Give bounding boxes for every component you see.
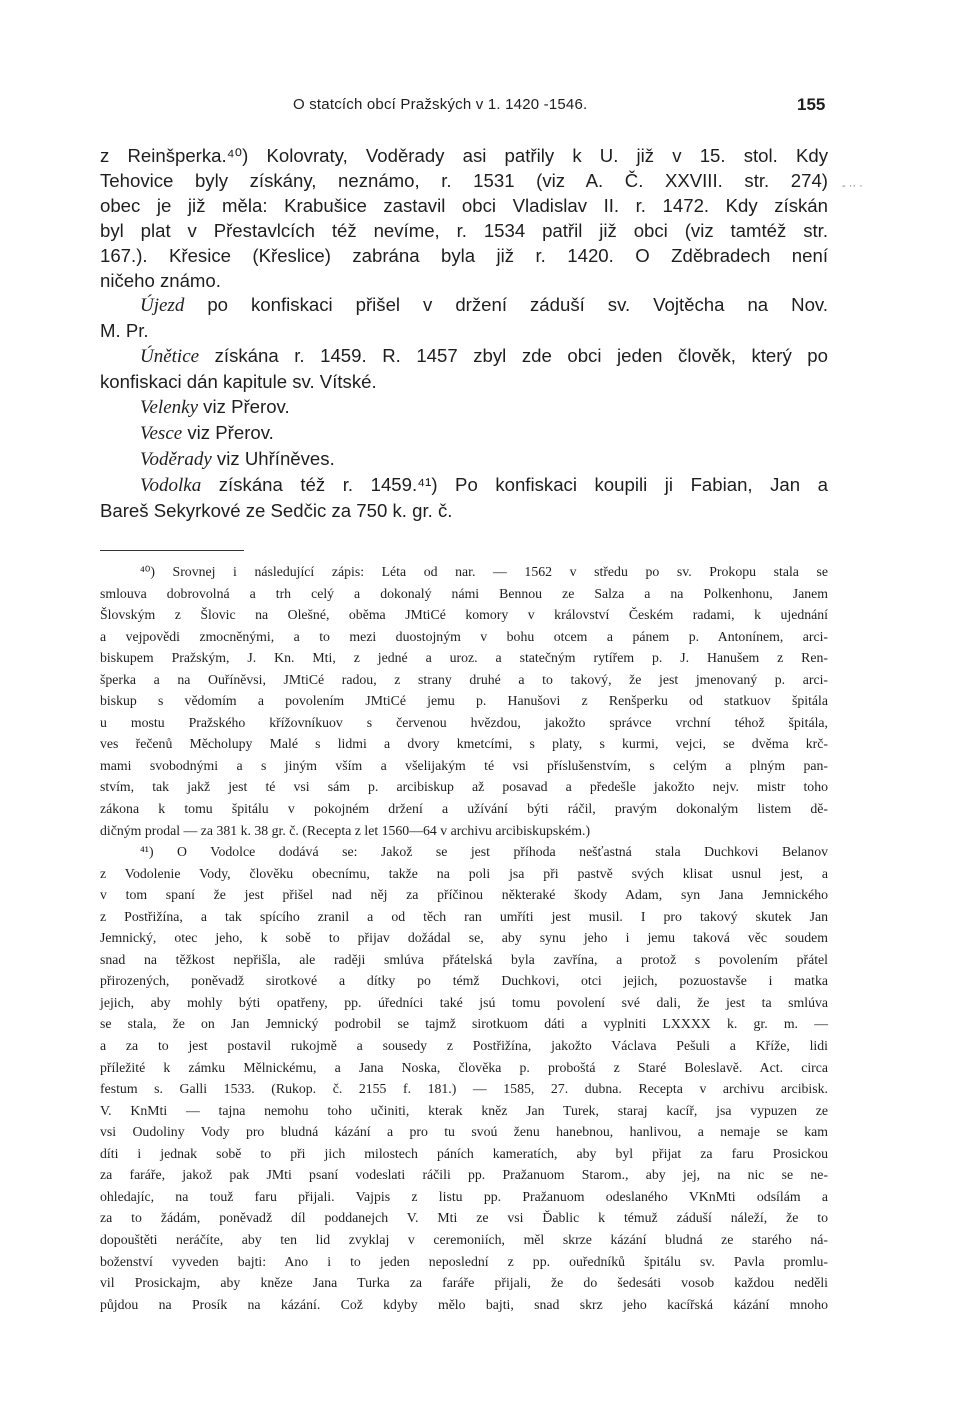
footnote-line: festum s. Galli 1533. (Rukop. č. 2155 f. 181.) — 1585, 27. dubna. Recepta v archivu arcibisk. [100, 1081, 828, 1097]
place-name: Vesce [140, 422, 183, 444]
margin-marks: - ·· · [842, 180, 863, 192]
entry-ujezd [100, 293, 828, 319]
footnote-41 [100, 841, 828, 1315]
text-line: 167.). Křesice (Křeslice) zabrána byla již r. 1420. O Zděbradech není [100, 244, 828, 266]
page-number: 155 [797, 95, 826, 114]
main-text [100, 144, 828, 524]
entry-vesce [100, 421, 828, 447]
footnote-line: vil Prosickajm, aby kněze Jana Turka za faráře přijali, že do šedesáti vosob každou neděli [100, 1275, 828, 1291]
entry-velenky [100, 395, 828, 421]
footnote-line: a za to jest postavil rukojmě a sousedy z Postřižína, jakožto Václava Pešuli a Kříže, lidi [100, 1038, 828, 1054]
text-line: Tehovice byly získány, neznámo, r. 1531 (viz A. Č. XXVIII. str. 274) [100, 169, 828, 191]
place-name: Velenky [140, 397, 199, 419]
footnote-line: šperka a na Ouříněvsi, JMtiCé radou, z strany druhé a to takový, že jest jmenovaný p. arci- [100, 671, 828, 687]
place-name: Vodolka [140, 474, 202, 496]
entry-text: viz Přerov. [182, 421, 274, 443]
page-header [0, 96, 960, 120]
footnote-line: díti i jednak sobě to při jich milostech páních kameratích, aby byl přijat za faru Prosickou [100, 1145, 828, 1161]
entry-vodolka [100, 473, 828, 499]
footnote-line: stvím, tak jakž jest té vsi sám p. arcibiskup až posavad a předešle jakožto nejv. mistr toho [100, 779, 828, 795]
text-line: konfiskaci dán kapitule sv. Vítské. [100, 371, 377, 393]
footnote-line: a vejpovědi zmocněnými, a to mezi duostojným v bohu otcem a pánem p. Antonínem, arci- [100, 628, 828, 644]
footnote-line: z Vodolenie Vody, člověku obecnímu, takže na poli jsa při pastvě svých klisat usnul jest, a [100, 865, 828, 881]
footnote-divider [100, 550, 244, 551]
footnote-line: z Postřižína, a tak spícího zranil a od těch ran umříti jest musil. I pro takový skutek Jan [100, 908, 828, 924]
footnote-line: ⁴¹) O Vodolce dodává se: Jakož se jest příhoda nešťastná stala Duchkovi Belanov [140, 844, 828, 860]
footnote-line: V. KnMti — tajna nemohu toho učiniti, kterak kněz Jan Turek, staraj kacíř, jsa vypuzen ze [100, 1102, 828, 1118]
footnote-line: Šlovským z Šlovic na Olešné, oběma JMtiCé komory v království Českém radami, k ujednání [100, 607, 828, 623]
footnote-line: ohledajíc, na touž faru přijali. Vajpis z listu pp. Pražanuom odeslaného VKnMti odsílám a [100, 1188, 828, 1204]
entry-text: získána r. 1459. R. 1457 zbyl zde obci jeden člověk, který po [199, 345, 828, 367]
text-line: ničeho známo. [100, 269, 221, 291]
footnote-line: smlouva dobrovolná a trh celý a dokonalý námi Bennou ze Salza a na Polkenhonu, Janem [100, 585, 828, 601]
footnote-line: jejich, aby mohly býti opatřeny, pp. úředníci také jsú tomu povolení své dali, že jest ta smlúva [100, 994, 828, 1010]
footnote-line: v tom spaní že jest přišel nad něj za příčinou některaké škody Adam, syn Jana Jemnického [100, 887, 828, 903]
footnote-line: vsi Oudoliny Vody pro bludná kázání a pro tu svoú ženu hanebnou, hanlivou, a nemaje se kam [100, 1124, 828, 1140]
footnote-line: přirozených, poněvadž sirotkové a dítky po témž Duchkovi, otci jejich, pozuostavše i matka [100, 973, 828, 989]
text-line: byl plat v Přestavlcích též nevíme, r. 1534 patřil již obci (viz tamtéž str. [100, 219, 828, 241]
text-line: Bareš Sekyrkové ze Sedčic za 750 k. gr. č. [100, 499, 453, 521]
footnotes [100, 561, 828, 1315]
entry-text: po konfiskaci přišel v držení záduší sv. Vojtěcha na Nov. [184, 294, 828, 316]
entry-unetice [100, 344, 828, 370]
footnote-line: příležité k zámku Mělnickému, a Jana Noska, člověka p. proboštá z Staré Boleslavě. Act. circa [100, 1059, 828, 1075]
footnote-line: se stala, že on Jan Jemnický podrobil se tajmž sirotkuom dáti a vyplniti LXXXX k. gr. m. — [100, 1016, 828, 1032]
text-line: M. Pr. [100, 320, 149, 342]
footnote-line: biskupem Pražským, J. Kn. Mti, z jedné a uroz. a statečným rytířem p. J. Hanušem z Ren- [100, 650, 828, 666]
footnote-line: ves řečenů Měcholupy Malé s lidmi a dvory kmetcími, s platy, s kurmi, vejci, se dvěma krč- [100, 736, 828, 752]
place-name: Voděrady [140, 448, 212, 470]
footnote-line: Jemnický, otec jeho, k sobě to přijav dožádal se, aby synu jeho i jemu taková věc soudem [100, 930, 828, 946]
footnote-line: snad na těžkost nepřišla, ale raději smlúva přátelská byla zavřína, a protož s povolením přátel [100, 951, 828, 967]
entry-voderady [100, 447, 828, 473]
footnote-line: mami svobodnými a s jiným vším a všelijakým té vsi příslušenstvím, s celým a plným pan- [100, 757, 828, 773]
entry-text: viz Uhříněves. [211, 447, 335, 469]
entry-text: viz Přerov. [198, 396, 290, 418]
footnote-line: za to žádám, poněvadž díl poddanejch V. Mti ze vsi Ďablic k témuž záduší náleží, že to [100, 1210, 828, 1226]
place-name: Únětice [140, 346, 200, 368]
text-line: z Reinšperka.⁴⁰) Kolovraty, Voděrady asi patřily k U. již v 15. stol. Kdy [100, 145, 828, 166]
footnote-line: půjdou na Prosík na kázání. Což kdyby mělo bajti, snad skrz jeho kacířská kázání mnoho [100, 1296, 828, 1312]
footnote-line: biskup s vědomím a povolením JMtiCé jemu p. Hanušovi z Renšperku od statkuov špitála [100, 693, 828, 709]
footnote-line: za faráře, jakož pak JMti psaní vodeslati ráčili pp. Pražanuom Starom., aby jej, na nic se ne- [100, 1167, 828, 1183]
place-name: Újezd [140, 295, 185, 317]
footnote-line: dičným prodal — za 381 k. 38 gr. č. (Recepta z let 1560—64 v archivu arcibiskupském.) [100, 822, 591, 838]
running-title: O statcích obcí Pražských v 1. 1420 -1546. [293, 96, 588, 113]
entry-text: získána též r. 1459.⁴¹) Po konfiskaci koupili ji Fabian, Jan a [201, 473, 828, 495]
footnote-line: zákona k tomu špitálu v pokojném držení a užívání býti ráčil, pravým dokonalým listem dě- [100, 801, 828, 817]
footnote-line: boženství vyveden bajti: Ano i to jeden neposlední z pp. ouředníků špitálu sv. Pavla promlu- [100, 1253, 828, 1269]
footnote-line: ⁴⁰) Srovnej i následující zápis: Léta od nar. — 1562 v středu po sv. Prokopu stala se [140, 564, 828, 579]
text-line: obec je již měla: Krabušice zastavil obci Vladislav II. r. 1472. Kdy získán [100, 194, 828, 216]
footnote-40 [100, 561, 828, 841]
footnote-line: u mostu Pražského křížovníkuov s červenou hvězdou, jakožto správce vrchní téhož špitála, [100, 714, 828, 730]
footnote-line: dopouštěti neráčíte, aby ten lid zvyklaj v ceremoniích, měl skrze kázání bludná ze starého ná- [100, 1231, 828, 1247]
